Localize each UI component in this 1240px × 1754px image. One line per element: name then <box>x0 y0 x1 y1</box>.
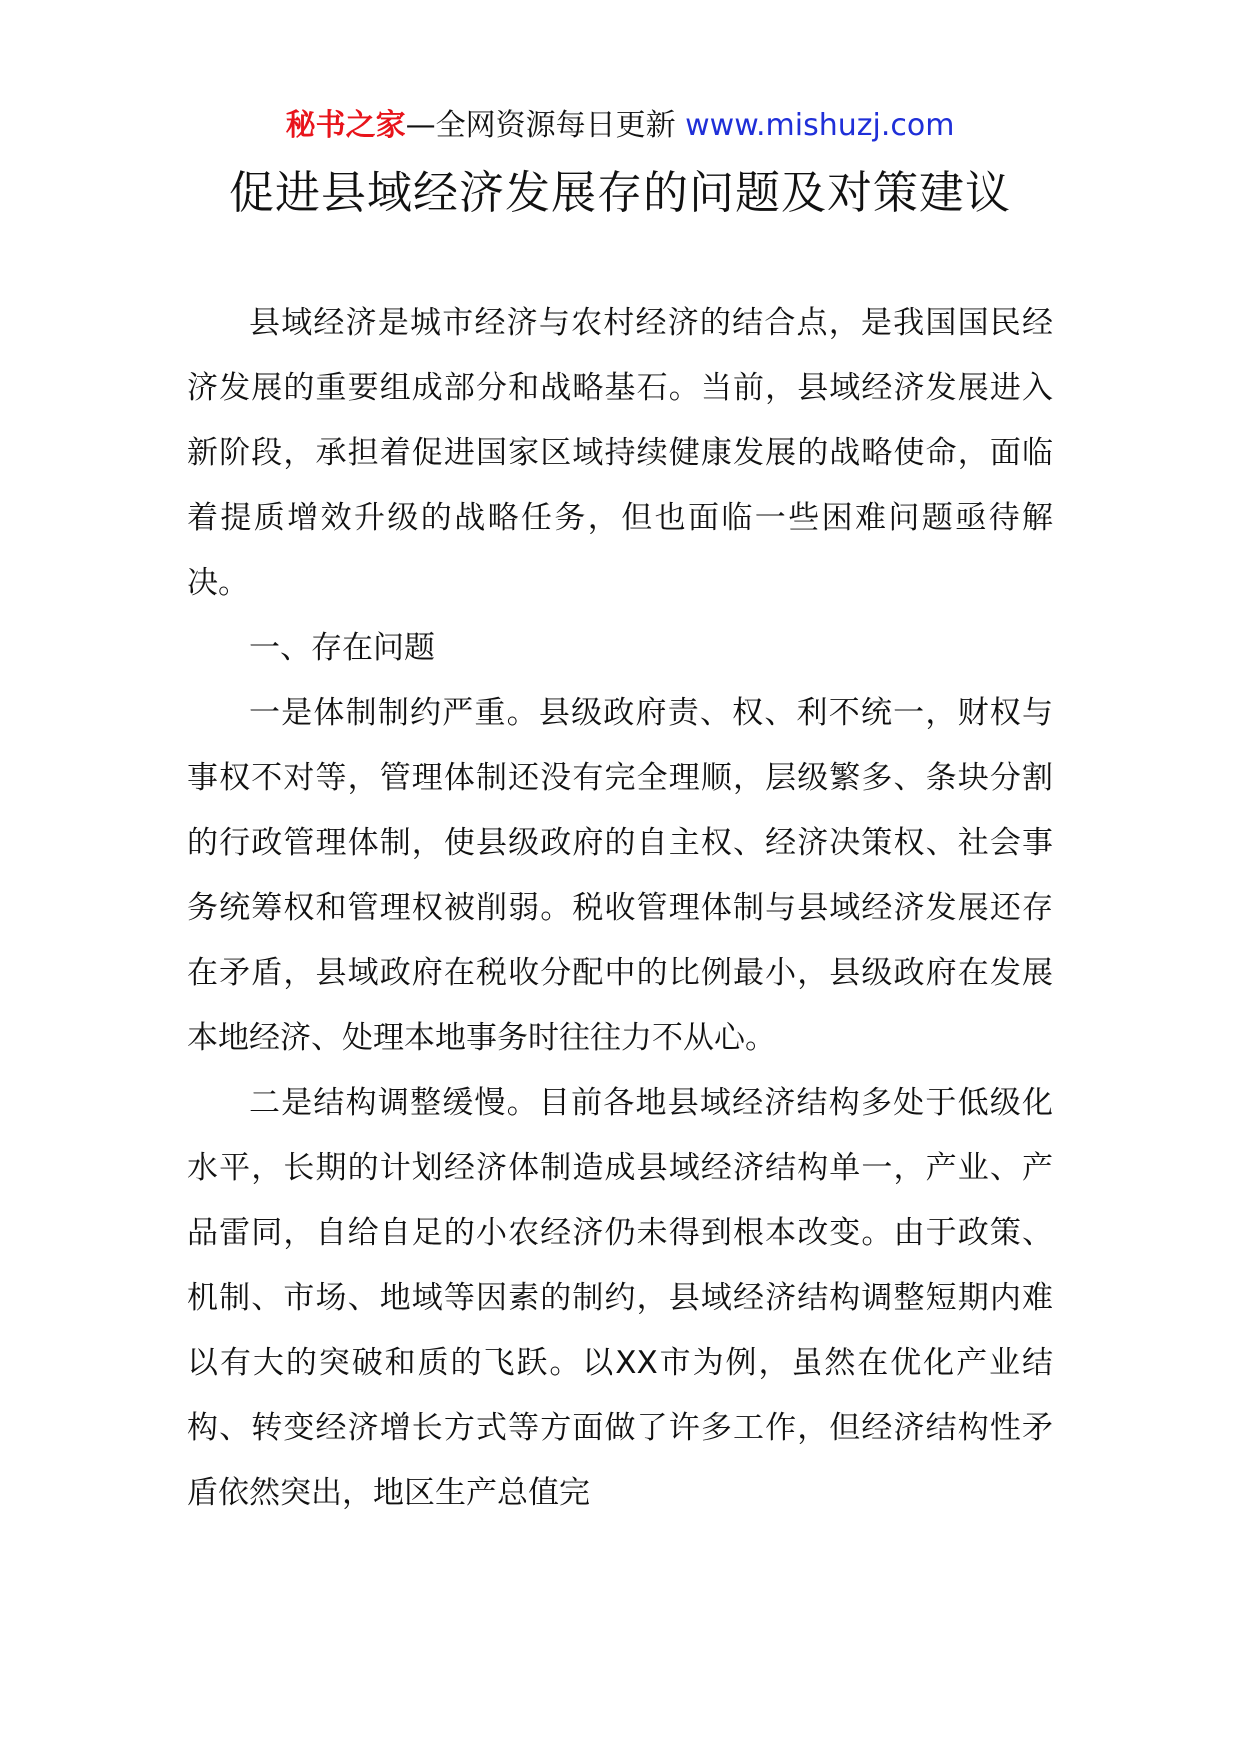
site-url-link[interactable]: www.mishuzj.com <box>685 108 955 143</box>
brand-name: 秘书之家 <box>285 108 406 143</box>
section-heading: 一、存在问题 <box>249 630 435 666</box>
paragraph-problem-1: 一是体制制约严重。县级政府责、权、利不统一，财权与事权不对等，管理体制还没有完全理顺，层级繁多、条块分割的行政管理体制，使县级政府的自主权、经济决策权、社会事务统筹权和管理权被削弱。税收管理体制与县域经济发展还存在矛盾，县域政府在税收分配中的比例最小，县级政府在发展本地经济、处理本地事务时往往力不从心。 <box>187 695 1053 1056</box>
site-header <box>0 104 1240 148</box>
document-body <box>187 291 1053 1526</box>
paragraph-intro: 县域经济是城市经济与农村经济的结合点，是我国国民经济发展的重要组成部分和战略基石。当前，县域经济发展进入新阶段，承担着促进国家区域持续健康发展的战略使命，面临着提质增效升级的战略任务，但也面临一些困难问题亟待解决。 <box>187 305 1053 601</box>
document-title: 促进县域经济发展存的问题及对策建议 <box>228 166 1011 219</box>
site-slogan: —全网资源每日更新 <box>405 108 676 143</box>
paragraph-problem-2: 二是结构调整缓慢。目前各地县域经济结构多处于低级化水平，长期的计划经济体制造成县域经济结构单一，产业、产品雷同，自给自足的小农经济仍未得到根本改变。由于政策、机制、市场、地域等因素的制约，县域经济结构调整短期内难以有大的突破和质的飞跃。以XX市为例，虽然在优化产业结构、转变经济增长方式等方面做了许多工作，但经济结构性矛盾依然突出，地区生产总值完 <box>187 1085 1053 1511</box>
